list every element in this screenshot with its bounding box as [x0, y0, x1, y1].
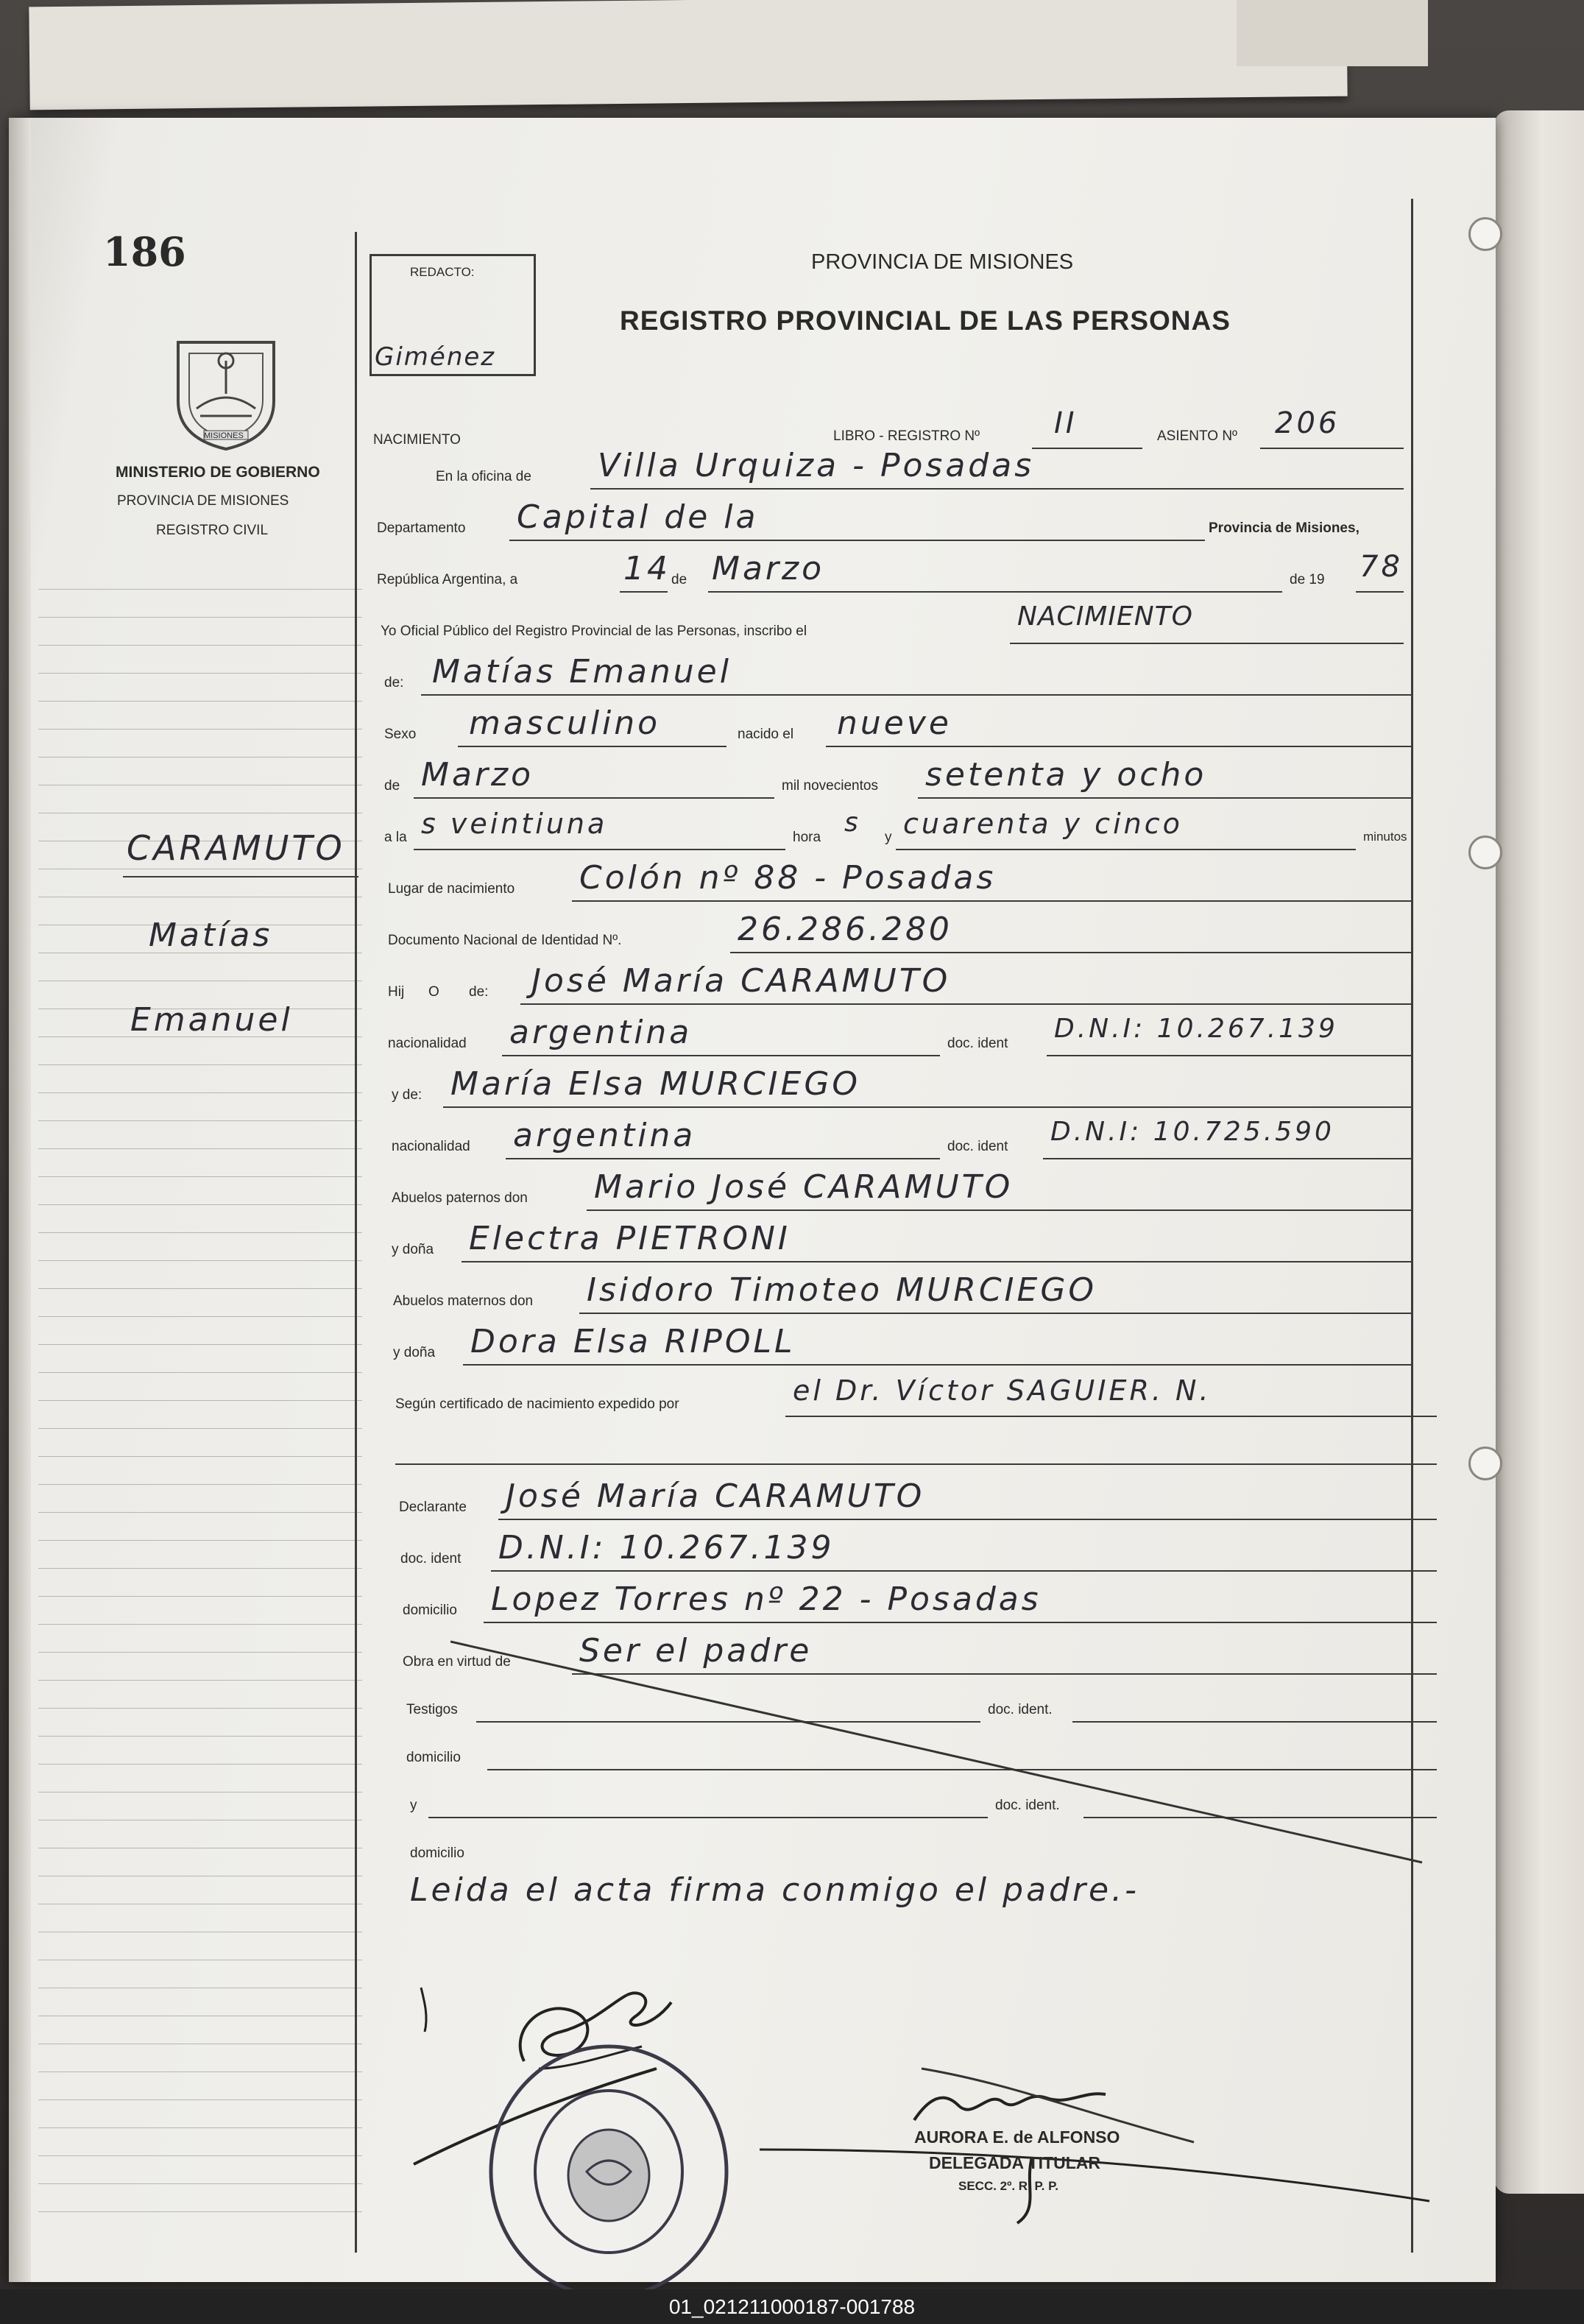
side-name-1: Matías	[149, 916, 273, 954]
dni-label: Documento Nacional de Identidad Nº.	[388, 933, 622, 948]
form-underline	[1047, 1055, 1411, 1056]
page-number: 186	[103, 228, 186, 275]
form-underline	[458, 746, 726, 747]
form-underline	[1260, 448, 1404, 449]
province-heading: PROVINCIA DE MISIONES	[811, 250, 1074, 274]
nac-madre-value-handwritten: argentina	[513, 1117, 696, 1154]
alas-label: a la	[384, 830, 407, 845]
y-label2: y	[410, 1798, 417, 1813]
leida-value-handwritten: Leida el acta firma conmigo el padre.-	[410, 1871, 1139, 1909]
binding-hole-top	[1468, 217, 1502, 251]
official-seal	[484, 2039, 734, 2289]
form-underline	[484, 1622, 1437, 1623]
oficina-value-handwritten: Villa Urquiza - Posadas	[598, 447, 1035, 484]
de-nombre-label: de:	[384, 675, 404, 691]
form-underline	[587, 1209, 1411, 1211]
declarante-doc-value-handwritten: D.N.I: 10.267.139	[498, 1529, 835, 1567]
lugar-label: Lugar de nacimiento	[388, 881, 515, 897]
form-underline	[421, 694, 1411, 696]
margin-rule-line	[38, 1764, 362, 1765]
officer-section: SECC. 2º. R. P. P.	[958, 2179, 1058, 2193]
underlying-page	[29, 0, 1347, 110]
nac-label: nacionalidad	[388, 1036, 467, 1051]
testigos-label: Testigos	[406, 1702, 458, 1717]
month-value-handwritten: Marzo	[712, 550, 825, 587]
dni-value-handwritten: 26.286.280	[738, 911, 952, 948]
margin-rule-line	[38, 1148, 362, 1149]
doc-label: doc. ident	[947, 1036, 1008, 1051]
dona-label: y doña	[392, 1242, 434, 1257]
form-underline	[590, 488, 1404, 490]
asiento-value-handwritten: 206	[1275, 406, 1340, 440]
horas-label: hora	[793, 830, 821, 845]
underlying-page-corner	[1237, 0, 1428, 66]
form-underline	[826, 746, 1411, 747]
de-label: de	[671, 572, 687, 587]
form-right-border	[1411, 199, 1413, 2253]
adjacent-page-edge	[1494, 110, 1584, 2194]
oficina-label: En la oficina de	[436, 469, 531, 484]
officer-signature	[752, 1965, 1437, 2245]
dia-nac-value-handwritten: nueve	[837, 704, 952, 742]
certificado-label: Según certificado de nacimiento expedido por	[395, 1396, 679, 1412]
witness-strike-line	[450, 1634, 1429, 1870]
de-mes-label: de	[384, 778, 400, 794]
margin-rule-line	[38, 701, 362, 702]
nac-label: nacionalidad	[392, 1139, 470, 1154]
form-underline	[506, 1158, 940, 1159]
form-underline	[520, 1003, 1411, 1005]
form-underline	[1032, 448, 1142, 449]
emblem-caption: MISIONES	[204, 431, 244, 440]
form-underline	[462, 1261, 1411, 1262]
anio-nac-value-handwritten: setenta y ocho	[925, 756, 1207, 794]
redacto-name: Giménez	[375, 342, 496, 372]
nacimiento-label: NACIMIENTO	[373, 432, 461, 448]
hij-label: Hij	[388, 984, 405, 1000]
yde-label: y de:	[392, 1087, 422, 1103]
margin-rule-line	[38, 1708, 362, 1709]
doc-padre-value-handwritten: D.N.I: 10.267.139	[1054, 1014, 1338, 1044]
redacto-label: REDACTO:	[410, 265, 475, 279]
year-value-handwritten: 78	[1360, 550, 1403, 584]
form-underline	[572, 900, 1411, 902]
margin-rule-line	[38, 1120, 362, 1121]
margin-rule-line	[38, 1512, 362, 1513]
form-underline	[463, 1364, 1411, 1366]
margin-rule-line	[38, 1540, 362, 1541]
form-underline	[620, 591, 668, 593]
oficial-label: Yo Oficial Público del Registro Provincial de las Personas, inscribo el	[381, 624, 807, 639]
margin-rule-line	[38, 1596, 362, 1597]
declarante-value-handwritten: José María CARAMUTO	[506, 1477, 925, 1515]
margin-rule-line	[38, 1204, 362, 1205]
binding-hole-bottom	[1468, 1447, 1502, 1480]
lugar-value-handwritten: Colón nº 88 - Posadas	[579, 859, 997, 897]
margin-rule-line	[38, 1568, 362, 1569]
form-underline	[502, 1055, 940, 1056]
margin-rule-line	[38, 617, 362, 618]
margin-rule-line	[38, 1064, 362, 1065]
side-name-2: Emanuel	[130, 1001, 293, 1039]
asiento-label: ASIENTO Nº	[1157, 428, 1237, 444]
officer-title: DELEGADA TITULAR	[929, 2153, 1100, 2172]
margin-rule-line	[38, 673, 362, 674]
margin-rule-line	[38, 1680, 362, 1681]
margin-rule-line	[38, 2127, 362, 2128]
civil-registry-label: REGISTRO CIVIL	[156, 523, 269, 538]
doc-ident-label: doc. ident	[400, 1551, 462, 1567]
margin-rule-line	[38, 2099, 362, 2100]
margin-rule-line	[38, 1652, 362, 1653]
form-underline	[730, 952, 1411, 953]
abuelo-pat-value-handwritten: Mario José CARAMUTO	[594, 1168, 1014, 1206]
form-underline	[498, 1519, 1437, 1520]
domicilio-label: domicilio	[403, 1603, 457, 1618]
form-underline	[414, 849, 785, 850]
form-underline	[918, 797, 1411, 799]
domicilio-value-handwritten: Lopez Torres nº 22 - Posadas	[491, 1580, 1042, 1618]
republica-label: República Argentina, a	[377, 572, 518, 587]
minutos-value-handwritten: cuarenta y cinco	[903, 808, 1183, 840]
hora-value-handwritten: s veintiuna	[421, 808, 608, 840]
margin-rule-line	[38, 1316, 362, 1317]
dona-label: y doña	[393, 1345, 436, 1360]
doc-madre-value-handwritten: D.N.I: 10.725.590	[1050, 1117, 1334, 1147]
mil-label: mil novecientos	[782, 778, 878, 794]
form-underline	[1356, 591, 1404, 593]
abuelo-mat-value-handwritten: Isidoro Timoteo MURCIEGO	[587, 1271, 1097, 1309]
form-underline	[579, 1313, 1411, 1314]
y-label: y	[885, 830, 892, 845]
registry-heading: REGISTRO PROVINCIAL DE LAS PERSONAS	[620, 305, 1231, 336]
departamento-label: Departamento	[377, 520, 466, 536]
doc-ident-label2: doc. ident.	[988, 1702, 1053, 1717]
form-underline	[708, 591, 1282, 593]
abuela-pat-value-handwritten: Electra PIETRONI	[469, 1220, 791, 1257]
margin-rule-line	[38, 645, 362, 646]
form-underline	[896, 849, 1356, 850]
hij-de-label: de:	[469, 984, 489, 1000]
provincia-label: Provincia de Misiones,	[1209, 520, 1360, 536]
margin-rule-line	[38, 1372, 362, 1373]
day-value-handwritten: 14	[623, 550, 671, 587]
form-underline	[1043, 1158, 1411, 1159]
departamento-value-handwritten: Capital de la	[517, 498, 759, 536]
margin-rule-line	[38, 1484, 362, 1485]
form-underline	[491, 1570, 1437, 1572]
sexo-label: Sexo	[384, 727, 417, 742]
registry-page	[9, 118, 1496, 2282]
side-surname: CARAMUTO	[127, 828, 345, 868]
form-underline	[509, 540, 1205, 541]
abuela-mat-value-handwritten: Dora Elsa RIPOLL	[470, 1323, 796, 1360]
obra-label: Obra en virtud de	[403, 1654, 511, 1670]
doc-ident-label3: doc. ident.	[995, 1798, 1060, 1813]
minutos-label: minutos	[1363, 830, 1407, 844]
officer-name: AURORA E. de ALFONSO	[914, 2127, 1120, 2147]
year-label: de 19	[1290, 572, 1325, 587]
form-underline	[1010, 643, 1404, 644]
ministry-title: MINISTERIO DE GOBIERNO	[116, 464, 320, 481]
acto-value-handwritten: NACIMIENTO	[1017, 601, 1193, 632]
margin-rule-line	[38, 589, 362, 590]
image-caption: 01_021211000187-001788	[0, 2289, 1584, 2324]
margin-rule-line	[38, 1092, 362, 1093]
nombre-value-handwritten: Matías Emanuel	[432, 653, 732, 691]
margin-rule-line	[38, 1288, 362, 1289]
mes-nac-value-handwritten: Marzo	[421, 756, 534, 794]
form-underline	[395, 1463, 1437, 1465]
margin-rule-line	[38, 1428, 362, 1429]
side-surname-underline	[123, 876, 358, 877]
form-underline	[443, 1106, 1411, 1108]
margin-rule-line	[38, 1624, 362, 1625]
margin-rule-line	[38, 2183, 362, 2184]
declarante-label: Declarante	[399, 1500, 467, 1515]
abuelos-mat-label: Abuelos maternos don	[393, 1293, 534, 1309]
sexo-value-handwritten: masculino	[469, 704, 661, 742]
form-underline	[785, 1416, 1437, 1417]
margin-rule-line	[38, 729, 362, 730]
margin-rule-line	[38, 1260, 362, 1261]
certificado-value-handwritten: el Dr. Víctor SAGUIER. N.	[793, 1374, 1212, 1407]
horas-suffix-handwritten: s	[844, 808, 861, 838]
obra-value-handwritten: Ser el padre	[579, 1632, 813, 1670]
libro-label: LIBRO - REGISTRO Nº	[833, 428, 980, 444]
binding-hole-middle	[1468, 836, 1502, 869]
margin-rule-line	[38, 2155, 362, 2156]
margin-rule-line	[38, 1456, 362, 1457]
margin-rule-line	[38, 1736, 362, 1737]
hij-suffix: O	[428, 984, 439, 1000]
nacido-label: nacido el	[738, 727, 794, 742]
madre-value-handwritten: María Elsa MURCIEGO	[450, 1065, 861, 1103]
margin-rule-line	[38, 2211, 362, 2212]
domicilio-label2: domicilio	[406, 1750, 461, 1765]
libro-value-handwritten: II	[1054, 406, 1078, 440]
form-underline	[414, 797, 774, 799]
ministry-province: PROVINCIA DE MISIONES	[117, 493, 289, 509]
margin-rule-line	[38, 1344, 362, 1345]
margin-rule-line	[38, 1792, 362, 1793]
form-left-border	[355, 232, 357, 2253]
margin-rule-line	[38, 1176, 362, 1177]
padre-value-handwritten: José María CARAMUTO	[531, 962, 951, 1000]
margin-rule-line	[38, 1232, 362, 1233]
abuelos-pat-label: Abuelos paternos don	[392, 1190, 528, 1206]
margin-rule-line	[38, 1400, 362, 1401]
nac-padre-value-handwritten: argentina	[509, 1014, 693, 1051]
doc-label: doc. ident	[947, 1139, 1008, 1154]
domicilio-label3: domicilio	[410, 1846, 464, 1861]
